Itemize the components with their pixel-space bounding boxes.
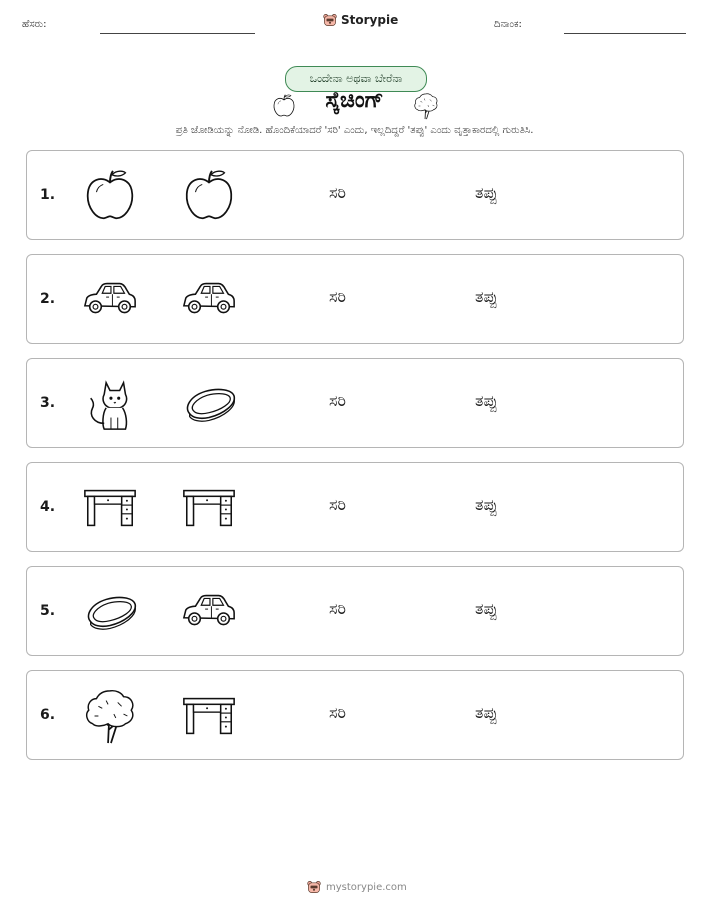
question-row [26,670,684,760]
name-line[interactable] [100,33,255,34]
option-different[interactable]: ತಪ್ಪು [475,495,498,514]
option-same[interactable]: ಸರಿ [329,599,346,618]
question-row [26,150,684,240]
name-label: ಹೆಸರು: [22,19,47,30]
brand-name: Storypie [341,13,399,27]
storypie-bear-icon [323,13,337,27]
option-same[interactable]: ಸರಿ [329,183,346,202]
option-same[interactable]: ಸರಿ [329,703,346,722]
question-number: 6. [40,707,56,723]
option-same[interactable]: ಸರಿ [329,495,346,514]
question-number: 3. [40,395,56,411]
question-number: 4. [40,499,56,515]
option-same[interactable]: ಸರಿ [329,391,346,410]
page-title: ಸ್ಕೆಚಿಂಗ್ [325,88,384,113]
cat-icon [81,375,139,433]
worksheet-badge: ಒಂದೇನಾ ಅಥವಾ ಬೇರೆನಾ [285,66,427,92]
question-number: 5. [40,603,56,619]
instruction-text: ಪ್ರತಿ ಜೋಡಿಯನ್ನು ನೋಡಿ. ಹೊಂದಿಕೆಯಾದರೆ 'ಸರಿ' ಎಂದು, ಇಲ್ಲದಿದ್ದರೆ 'ತಪ್ಪು' ಎಂದು ವೃತ್ತಾಕಾರದಲ್ಲಿ ಗುರುತಿಸಿ. [175,125,534,136]
question-number: 2. [40,291,56,307]
ring-icon [180,375,238,433]
option-different[interactable]: ತಪ್ಪು [475,287,498,306]
tree-icon [81,687,139,745]
option-same[interactable]: ಸರಿ [329,287,346,306]
footer-url[interactable]: mystorypie.com [326,881,407,893]
desk-icon [81,479,139,537]
question-row [26,462,684,552]
date-line[interactable] [564,33,686,34]
apple-icon [81,167,139,225]
storypie-bear-icon [307,880,321,894]
desk-icon [180,687,238,745]
option-different[interactable]: ತಪ್ಪು [475,391,498,410]
desk-icon [180,479,238,537]
option-different[interactable]: ತಪ್ಪು [475,599,498,618]
question-row [26,358,684,448]
car-icon [180,583,238,641]
question-row [26,254,684,344]
option-different[interactable]: ತಪ್ಪು [475,183,498,202]
option-different[interactable]: ತಪ್ಪು [475,703,498,722]
footer [307,880,407,894]
car-icon [180,271,238,329]
question-number: 1. [40,187,56,203]
brand-logo [323,13,398,27]
date-label: ದಿನಾಂಕ: [494,19,522,30]
ring-icon [81,583,139,641]
car-icon [81,271,139,329]
question-row [26,566,684,656]
apple-icon [180,167,238,225]
tree-icon [412,90,440,122]
